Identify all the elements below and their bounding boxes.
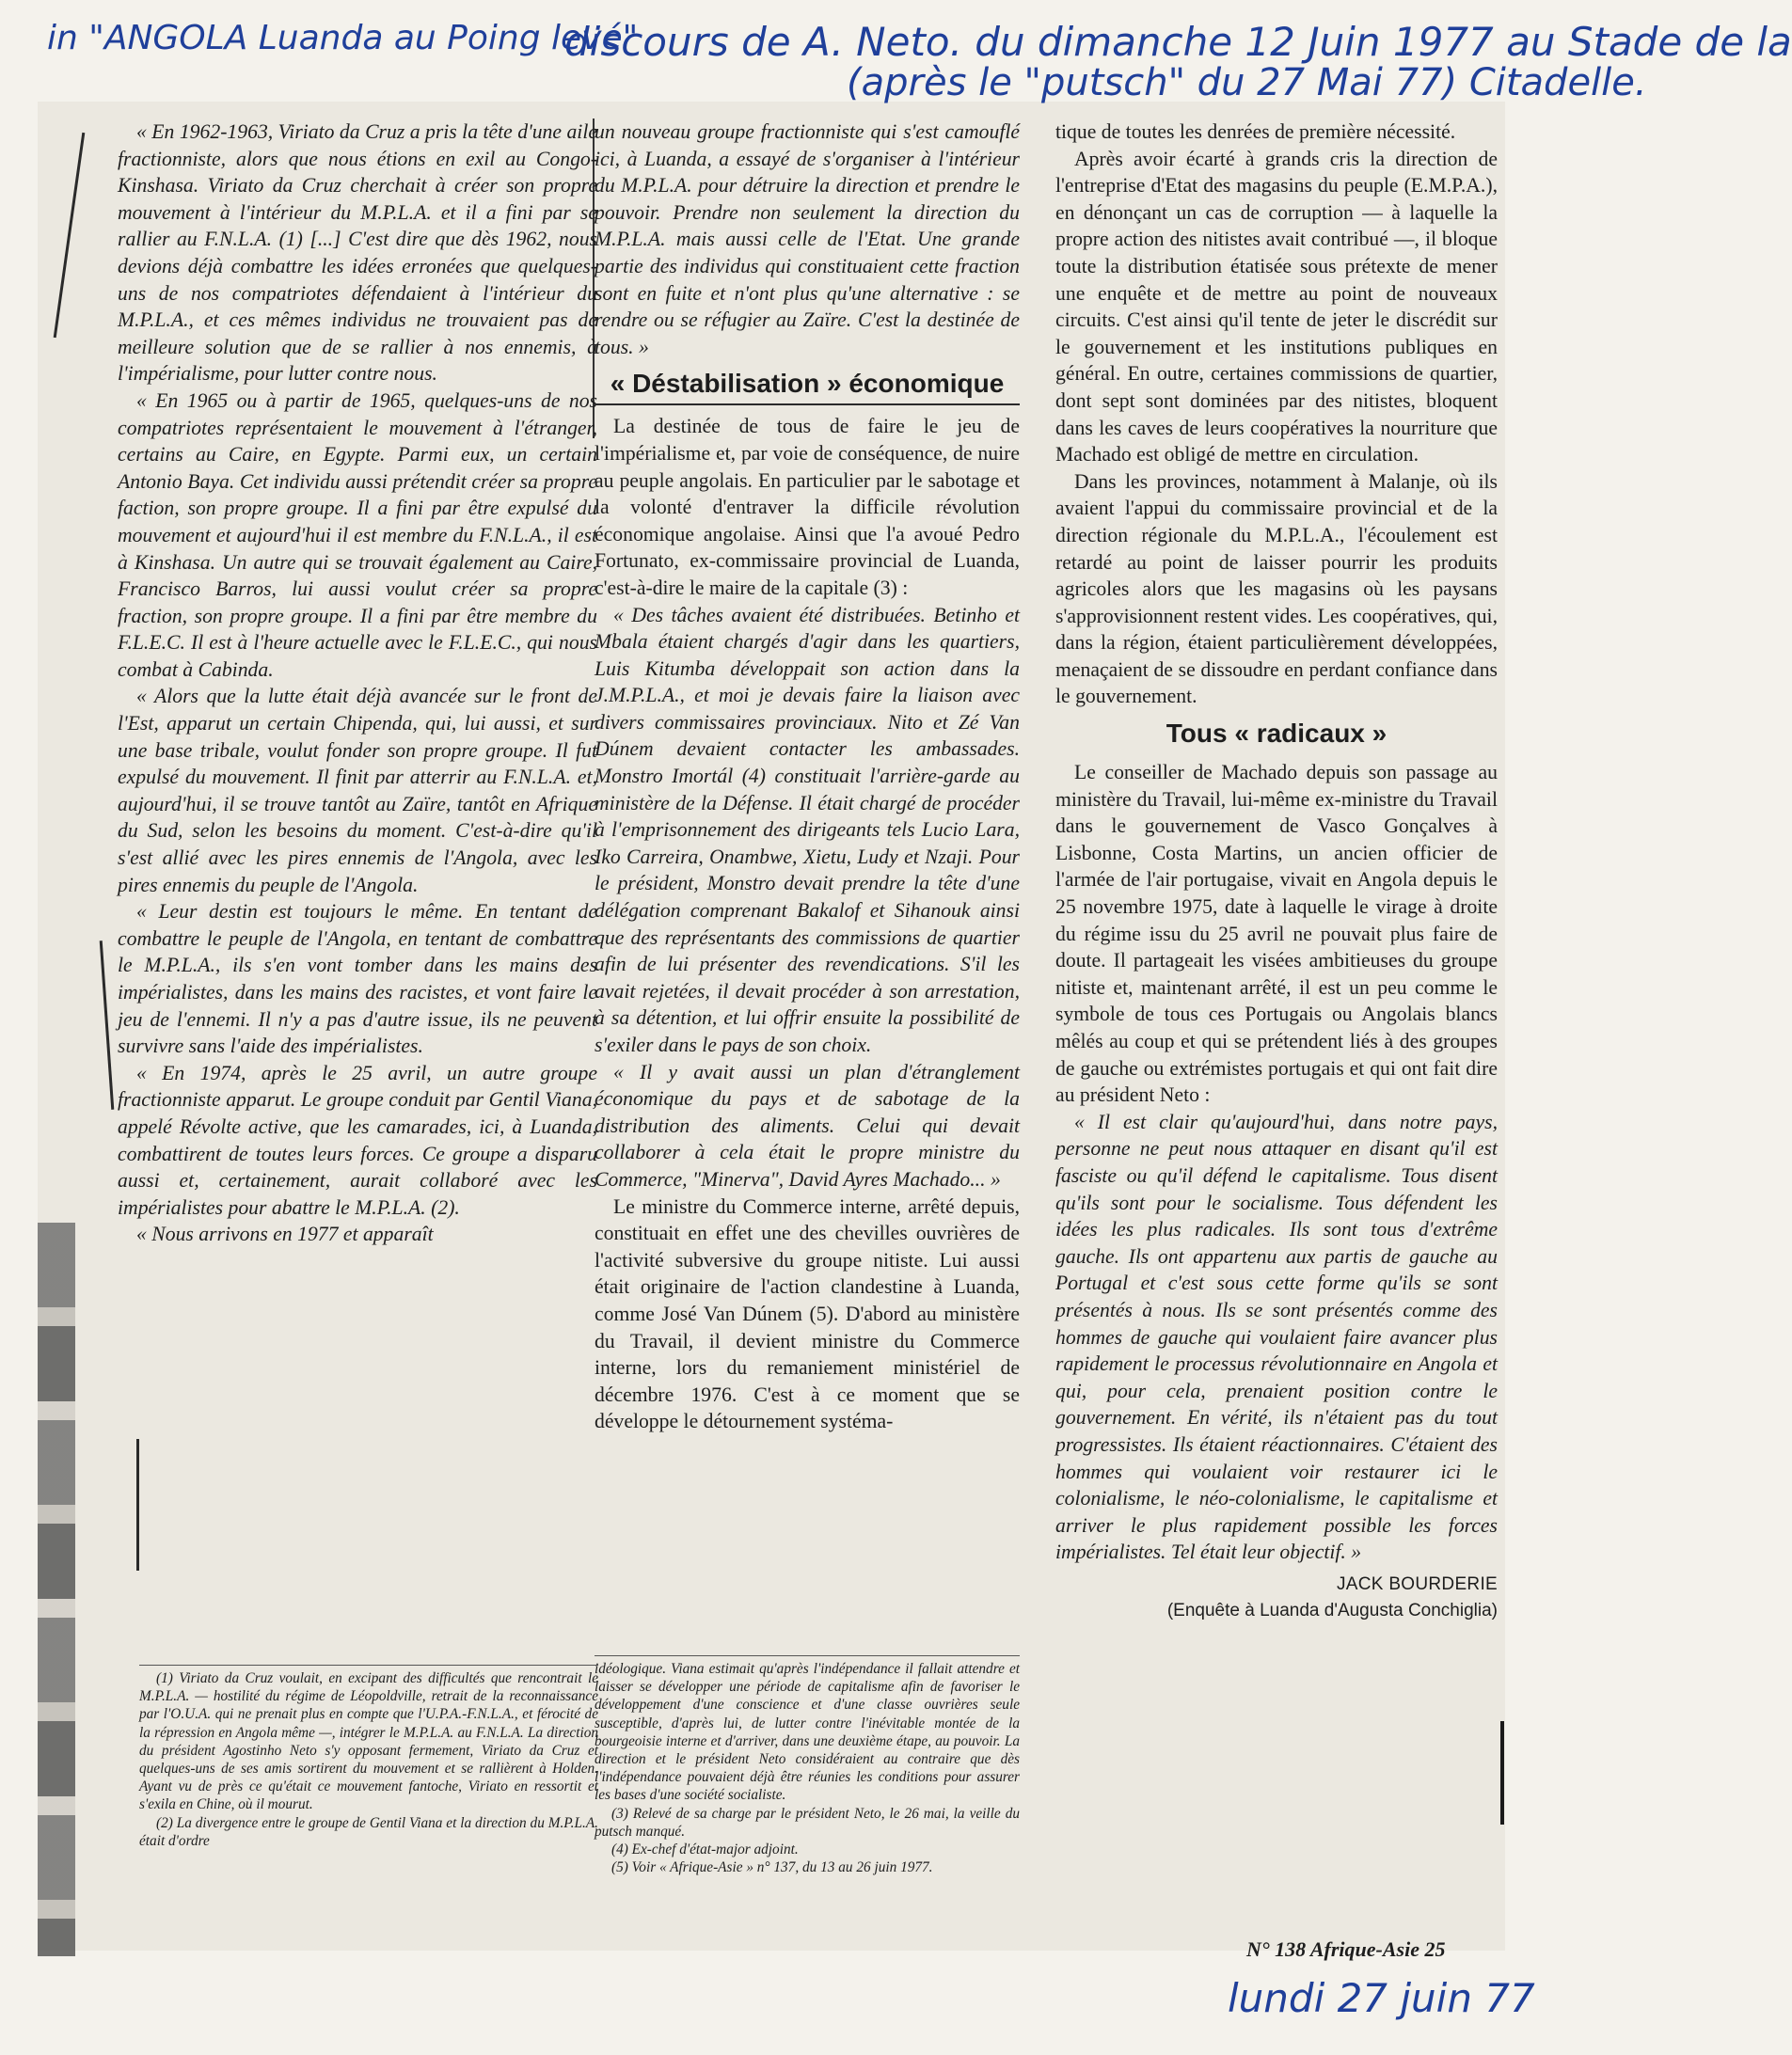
section-heading: Tous « radicaux » [1166,719,1388,749]
margin-stroke [136,1439,139,1571]
paragraph: Le conseiller de Machado depuis son passage au ministère du Travail, lui-même ex-ministre du Travail dans le gouvernement de Vasco Gonçalves à Lisbonne, Costa Martins, un ancien officier de l'armée de l'air portugaise, vivait en Angola depuis le 25 novembre 1975, date à laquelle le virage à droite du régime issu du 25 avril ne pouvait plus faire de doute. Il partageait les visées ambitieuses du groupe nitiste et, maintenant arrêté, il est un peu comme le symbole de tous ces Portugais ou Angolais blancs mêlés au coup et qui se prétendent liés à des groupes de gauche ou extrémistes portugais et qui ont fait dire au président Neto : [1055,761,1498,1107]
footnotes-right [595,1655,1020,1876]
article-column-2 [595,119,1020,1435]
quote-paragraph: « Des tâches avaient été distribuées. Betinho et Mbala étaient chargés d'agir dans les quartiers, Luis Kitumba développait son action dans la J.M.P.L.A., et moi je devais faire la liaison avec divers commissaires provinciaux. Nito et Zé Van Dúnem devaient contacter les ambassades. Monstro Imortál (4) constituait l'arrière-garde au ministère de la Défense. Il était chargé de procéder à l'emprisonnement des dirigeants tels Lucio Lara, Iko Carreira, Onambwe, Xietu, Ludy et Nzaji. Pour le président, Monstro devait prendre la tête d'une délégation comprenant Bakalof et Sihanouk ainsi que des représentants des commissions de quartier afin de lui présenter des revendications. S'il les avait rejetées, il devait procéder à son arrestation, à sa détention, et lui offrir ensuite la possibilité de s'exiler dans le pays de son choix. [595,603,1020,1056]
handwritten-speech-note: discours de A. Neto. du dimanche 12 Juin 1977 au Stade de la [564,19,1792,65]
quote-paragraph: « Il est clair qu'aujourd'hui, dans notre pays, personne ne peut nous attaquer en disant qu'il est fasciste ou qu'il défend le capitalisme. Tous disent qu'ils sont pour le socialisme. Tous défendent les idées les plus radicales. Ils sont tous d'extrême gauche. Ils ont appartenu aux partis de gauche au Portugal et c'est sous cette forme qu'ils se sont présentés à nous. Ils se sont présentés comme des hommes de gauche qui voulaient faire avancer plus rapidement le processus révolutionnaire en Angola et qui, pour cela, prenaient position contre le gouvernement. En vérité, ils n'étaient pas du tout progressistes. Ils étaient réactionnaires. C'étaient des hommes qui voulaient voir restaurer ici le colonialisme, le néo-colonialisme, le capitalisme et arriver le plus rapidement possible les forces impérialistes. Tel était leur objectif. » [1055,1110,1498,1564]
footnote: (1) Viriato da Cruz voulait, en excipant des difficultés que rencontrait le M.P.L.A. — hostilité du régime de Léopoldville, retrait de la reconnaissance par l'O.U.A. qui ne prenait plus en compte que l'U.P.A.-F.N.L.A., et férocité de la répression en Angola même —, intégrer le M.P.L.A. au F.N.L.A. La direction du président Agostinho Neto s'y opposant fermement, Viriato da Cruz et quelques-uns de ses amis sortirent du mouvement et se rallièrent à Holden. Ayant vu de près ce qu'était ce mouvement fantoche, Viriato en ressortit et s'exila en Chine, où il mourut. [139,1670,598,1813]
paragraph: Le ministre du Commerce interne, arrêté depuis, constituait en effet une des chevilles ouvrières de l'activité subversive du groupe nitiste. Lui aussi était originaire de l'action clandestine à Luanda, comme José Van Dúnem (5). D'abord au ministère du Travail, il devient ministre du Commerce interne, lors du remaniement ministériel de décembre 1976. C'est à ce moment que se développe le détournement systéma- [595,1194,1020,1433]
paragraph: Après avoir écarté à grands cris la direction de l'entreprise d'Etat des magasins du peuple (E.M.P.A.), en dénonçant un cas de corruption — à laquelle la propre action des nitistes avait contribué —, il bloque toute la distribution étatisée sous prétexte de mener une enquête et de mettre au point de nouveaux circuits. C'est ainsi qu'il tente de jeter le discrédit sur le gouvernement et les institutions publiques en général. En outre, certaines commissions de quartier, dont sept sont dominées par des nitistes, bloquent dans les caves de leurs coopératives la nourriture que Machado est obligé de mettre en circulation. [1055,147,1498,466]
footnotes-left [139,1665,598,1850]
article-column-1 [118,119,597,1248]
footnote: (4) Ex-chef d'état-major adjoint. [611,1842,799,1858]
footnote: (3) Relevé de sa charge par le président Neto, le 26 mai, la veille du putsch manqué. [595,1805,1020,1840]
article-column-3 [1055,119,1498,1625]
footnote: idéologique. Viana estimait qu'après l'indépendance il fallait attendre et laisser se développer une période de capitalisme afin de favoriser le développement d'une conscience et d'une classe ouvrières seule susceptible, d'après lui, de lutter contre l'inévitable montée de la bourgeoisie interne et d'arriver, dans une deuxième étape, au pouvoir. La direction et le président Neto considéraient au contraire que dès l'indépendance pouvaient déjà être réunies les conditions pour assurer les bases d'une société socialiste. [595,1661,1020,1804]
margin-stroke [1500,1721,1504,1825]
torn-edge [38,1223,75,1956]
author-signature: JACK BOURDERIE [1336,1573,1498,1594]
paragraph: « Alors que la lutte était déjà avancée sur le front de l'Est, apparut un certain Chipenda, qui, lui aussi, et sur une base tribale, voulut fonder son propre groupe. Il fut expulsé du mouvement. Il finit par atterrir au F.N.L.A. et, aujourd'hui, il se trouve tantôt au Zaïre, tantôt en Afrique du Sud, selon les besoins du moment. C'est-à-dire qu'il s'est allié avec les pires ennemis de l'Angola, avec les pires ennemis du peuple de l'Angola. [118,685,597,896]
paragraph: « En 1974, après le 25 avril, un autre groupe fractionniste apparut. Le groupe conduit par Gentil Viana, appelé Révolte active, que les camarades, ici, à Luanda, combattirent de toutes leurs forces. Ce groupe a disparu aussi et, certainement, aurait collaboré avec les impérialistes pour abattre le M.P.L.A. (2). [118,1061,597,1219]
paragraph: « Leur destin est toujours le même. En tentant de combattre le peuple de l'Angola, en tentant de combattre le M.P.L.A., ils s'en vont tomber dans les mains des impérialistes, dans les mains des racistes, et vont faire le jeu de l'ennemi. Il n'y a pas d'autre issue, ils ne peuvent survivre sans l'aide des impérialistes. [118,900,597,1058]
paragraph: « Nous arrivons en 1977 et apparaît [136,1223,434,1246]
paragraph: « En 1962-1963, Viriato da Cruz a pris la tête d'une aile fractionniste, alors que nous étions en exil au Congo-Kinshasa. Viriato da Cruz cherchait à créer son propre mouvement à l'intérieur du M.P.L.A. et il a fini par se rallier au F.N.L.A. (1) [...] C'est dire que dès 1962, nous devions déjà combattre les idées erronées que quelques-uns de nos compatriotes défendaient à l'intérieur du M.P.L.A., et ces mêmes individus ne trouvaient pas de meilleure solution que de se rallier à nos ennemis, à l'impérialisme, pour lutter contre nous. [118,120,597,386]
paragraph: La destinée de tous de faire le jeu de l'impérialisme et, par voie de conséquence, de nuire au peuple angolais. En particulier par le sabotage et la volonté d'entraver la difficile révolution économique angolaise. Ainsi que l'a avoué Pedro Fortunato, ex-commissaire provincial de Luanda, c'est-à-dire le maire de la capitale (3) : [595,415,1020,599]
footnote: (2) La divergence entre le groupe de Gentil Viana et la direction du M.P.L.A. était d'ordre [139,1814,598,1849]
page-folio: N° 138 Afrique-Asie 25 [1246,1937,1446,1961]
section-heading: « Déstabilisation » économique [595,366,1020,405]
quote-paragraph: « Il y avait aussi un plan d'étranglement économique du pays et de sabotage de la distribution des aliments. Celui qui devait collaborer à cela était le propre ministre du Commerce, "Minerva", David Ayres Machado... » [595,1060,1020,1191]
handwritten-source-note: in "ANGOLA Luanda au Poing levé" [47,19,639,57]
footnote: (5) Voir « Afrique-Asie » n° 137, du 13 au 26 juin 1977. [611,1859,933,1876]
paragraph: un nouveau groupe fractionniste qui s'est camouflé ici, à Luanda, a essayé de s'organiser à l'intérieur du M.P.L.A. pour détruire la direction et prendre le pouvoir. Prendre non seulement la direction du M.P.L.A. mais aussi celle de l'Etat. Une grande partie des individus qui constituaient cette fraction sont en fuite et n'ont plus qu'une alternative : se rendre ou se réfugier au Zaïre. C'est la destinée de tous. » [595,120,1020,358]
handwritten-context-note: (après le "putsch" du 27 Mai 77) Citadelle. [847,61,1647,104]
paragraph: tique de toutes les denrées de première nécessité. [1055,120,1456,143]
handwritten-date: lundi 27 juin 77 [1228,1975,1535,2021]
paragraph: « En 1965 ou à partir de 1965, quelques-uns de nos compatriotes représentaient le mouvement à l'étranger, certains au Caire, en Egypte. Parmi eux, un certain Antonio Baya. Cet individu aussi prétendit créer sa propre faction, son propre groupe. Il a fini par être expulsé du mouvement et aujourd'hui il est membre du F.N.L.A., il est à Kinshasa. Un autre qui se trouvait également au Caire, Francisco Barros, lui aussi voulut créer sa propre fraction, son propre groupe. Il a fini par être membre du F.L.E.C. Il est à l'heure actuelle avec le F.L.E.C., qui nous combat à Cabinda. [118,388,597,681]
paragraph: Dans les provinces, notamment à Malanje, où ils avaient l'appui du commissaire provincial et de la direction régionale du M.P.L.A., l'écoulement est retardé au point de laisser pourrir les produits agricoles alors que les magasins où les paysans s'approvisionnent restent vides. Les coopératives, qui, dans la région, étaient particulièrement développées, menaçaient de se dissoudre en perdant confiance dans le gouvernement. [1055,469,1498,708]
investigation-credit: (Enquête à Luanda d'Augusta Conchiglia) [1166,1601,1498,1621]
